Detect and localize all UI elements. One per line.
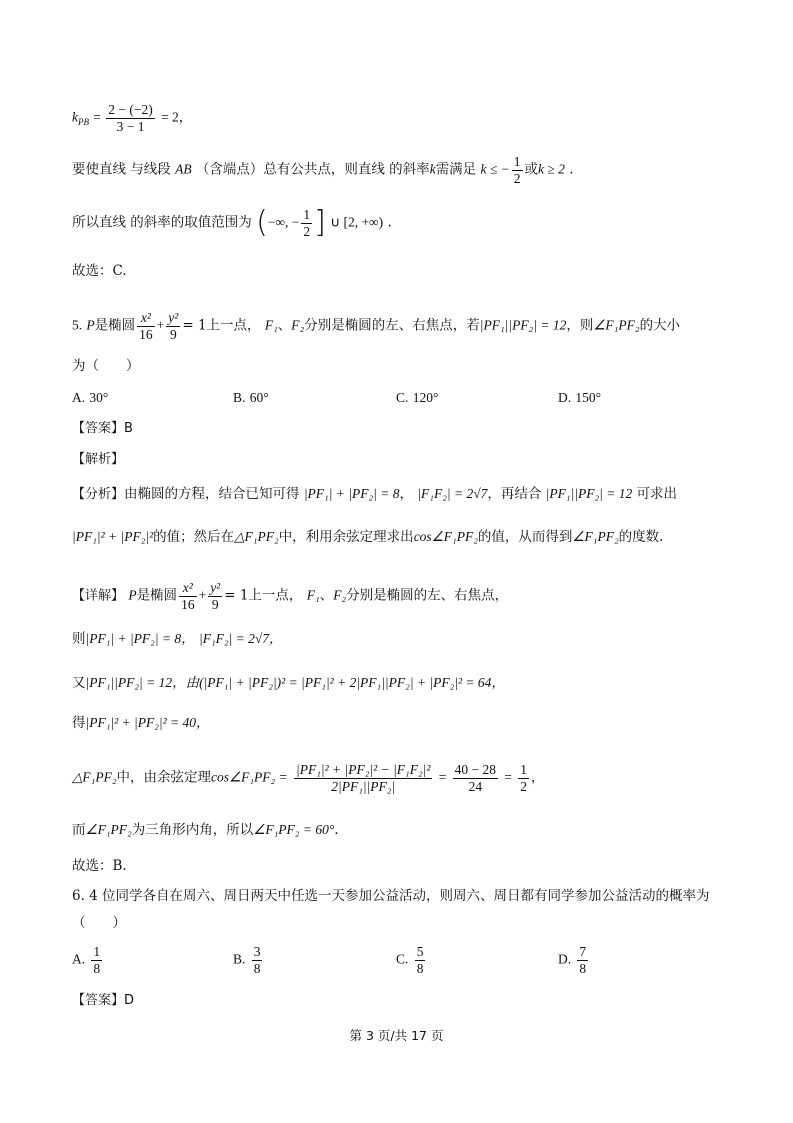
q6-option-c[interactable]	[396, 944, 427, 976]
detail-er-angle: ∠F₁PF₂	[85, 822, 132, 837]
range-open-paren: (	[256, 205, 268, 241]
detail-ellipse-term2	[208, 580, 222, 612]
option-value: 30°	[89, 390, 109, 405]
q5-final-answer	[72, 860, 127, 874]
option-fraction	[577, 944, 588, 976]
analysis-angle: ∠F₁PF₂	[572, 529, 619, 544]
detail-e-num1: x²	[179, 580, 197, 597]
option-label: B.	[233, 951, 246, 967]
slope-range-line	[72, 207, 392, 239]
option-label: B.	[233, 390, 246, 405]
detail-sep: 、	[319, 587, 334, 604]
option-fraction	[91, 944, 102, 976]
q6-paren: （ ）	[72, 915, 126, 931]
q5-p: P	[86, 317, 95, 333]
option-value: 120°	[412, 390, 439, 405]
q5-plus: +	[156, 317, 165, 333]
q5-e-num1: x²	[137, 310, 155, 327]
question-6-paren	[72, 917, 126, 931]
detail-e-den1: 16	[181, 596, 195, 612]
option-fraction	[252, 944, 263, 976]
q5-option-a[interactable]	[72, 390, 108, 406]
q5-f1: F₁	[264, 317, 278, 333]
detail-tag: 【详解】	[72, 588, 125, 604]
cos-fraction-3	[518, 762, 529, 794]
option-label: A.	[72, 390, 86, 405]
req-half-den: 2	[513, 170, 521, 186]
analysis-squares: |PF₁|² + |PF₂|²	[72, 529, 154, 544]
q5-e-den1: 16	[139, 326, 153, 342]
option-value: 60°	[249, 390, 269, 405]
q5-e-tail: = 1上一点，	[182, 317, 261, 334]
detail-plus: +	[198, 587, 207, 603]
detail-you: 又	[72, 675, 86, 691]
q5-detail-line-6	[72, 823, 339, 838]
q5-line2: 为（ ）	[72, 358, 140, 374]
q5-sep: 、	[277, 317, 292, 334]
cos-den3: 2	[520, 778, 527, 794]
analysis-text-2: ，再结合	[487, 486, 542, 502]
slope-symbol: k	[72, 109, 78, 125]
q5-analysis-line-2	[72, 530, 663, 545]
q6-answer	[72, 994, 134, 1007]
fraction-den: 8	[253, 960, 261, 976]
detail-tail: = 1上一点，	[224, 587, 303, 604]
req-ineq1: k ≤ −	[480, 161, 510, 177]
q5-option-c[interactable]	[396, 390, 438, 406]
cos-triangle: △F₁PF₂	[72, 769, 117, 785]
analysis-comma: ，	[399, 486, 413, 502]
segment-ab: AB	[175, 161, 192, 177]
q5-ellipse-term2	[166, 310, 180, 342]
slope-fraction	[106, 102, 154, 134]
answer-4: 故选：C.	[72, 263, 127, 279]
question-6-line	[72, 890, 710, 904]
range-text: 所以直线 的斜率的取值范围为	[72, 214, 252, 231]
req-half-num: 1	[513, 154, 521, 169]
q5-prod: |PF₁||PF₂| = 12	[479, 317, 567, 333]
analysis-text-7: 的度数.	[618, 529, 664, 545]
slope-requirement-line	[72, 154, 574, 186]
slope-denominator: 3 − 1	[116, 118, 145, 134]
analysis-sum: |PF₁| + |PF₂| = 8	[303, 486, 400, 501]
question-5-line	[72, 310, 680, 342]
range-half	[301, 207, 312, 239]
q5-answer-text: 【答案】B	[72, 421, 133, 436]
detail-ze-expr: |PF₁| + |PF₂| = 8，	[85, 631, 195, 646]
req-ineq2: k ≥ 2	[538, 161, 565, 177]
analysis-tag: 【分析】	[72, 487, 125, 502]
q5-option-d[interactable]	[558, 390, 601, 406]
analysis-f1f2: |F₁F₂| = 2√7	[417, 486, 488, 501]
analysis-text-6: 的值，从而得到	[477, 529, 573, 545]
detail-you-prod: |PF₁||PF₂| = 12，由	[85, 675, 200, 690]
q5-angle: ∠F₁PF₂	[593, 317, 640, 333]
detail-de-expr: |PF₁|² + |PF₂|² = 40，	[85, 715, 210, 730]
q5-then: ，则	[566, 317, 594, 334]
q5-jiexi	[72, 453, 124, 466]
detail-e-num2: y²	[210, 580, 221, 595]
cos-mid: 中，由余弦定理	[116, 769, 212, 786]
cos-eq: =	[438, 769, 447, 785]
q6-option-d[interactable]	[558, 944, 590, 976]
detail-er-end: .	[334, 822, 339, 838]
slope-subscript: PB	[78, 117, 89, 128]
detail-er-result: ∠F₁PF₂ = 60°	[253, 822, 335, 837]
option-label: D.	[558, 951, 572, 967]
range-a: −∞, −	[267, 214, 300, 230]
cos-fraction-2	[453, 762, 498, 794]
option-label: D.	[558, 390, 572, 405]
cos-lhs: cos∠F₁PF₂ =	[211, 769, 288, 785]
range-half-den: 2	[303, 223, 311, 239]
option-label: C.	[396, 951, 409, 967]
detail-ellipse-term1	[179, 580, 197, 612]
cos-num: |PF₁|² + |PF₂|² − |F₁F₂|²	[296, 762, 431, 777]
q5-jiexi-text: 【解析】	[72, 452, 125, 467]
q5-answer	[72, 422, 133, 435]
option-label: C.	[396, 390, 409, 405]
option-value: 150°	[575, 390, 602, 405]
option-label: A.	[72, 951, 86, 967]
detail-de: 得	[72, 715, 86, 731]
fraction-num: 3	[253, 944, 261, 959]
fraction-num: 1	[93, 944, 101, 959]
detail-e-den2: 9	[211, 596, 219, 612]
q5-detail-line-3	[72, 676, 505, 691]
q6-option-b[interactable]	[233, 944, 264, 976]
cos-end: ，	[530, 769, 545, 786]
q5-e-den2: 9	[169, 326, 177, 342]
detail-text-1: 是椭圆	[136, 587, 178, 604]
q5-foci: 分别是椭圆的左、右焦点，若	[304, 317, 480, 334]
req-end: .	[569, 161, 574, 178]
analysis-text-1: 由椭圆的方程，结合已知可得	[124, 486, 300, 502]
q5-e-num2: y²	[168, 310, 179, 325]
q6-option-a[interactable]	[72, 944, 104, 976]
option-fraction	[415, 944, 426, 976]
fraction-den: 8	[416, 960, 424, 976]
range-b: ∪ [2, +∞)	[330, 214, 384, 230]
q5-size: 的大小	[639, 317, 681, 334]
req-text: 要使直线 与线段	[72, 161, 171, 178]
slope-pb-line: $k_{PB}$ = $\frac{2 - (-2)}{3 - 1}$ = 2，	[72, 102, 193, 134]
cos-num3: 1	[520, 762, 527, 777]
analysis-cos: cos∠F₁PF₂	[413, 529, 478, 544]
req-need: 需满足	[435, 161, 477, 178]
q5-detail-line-2	[72, 632, 283, 647]
slope-numerator: 2 − (−2)	[108, 102, 153, 117]
fraction-den: 8	[579, 960, 587, 976]
detail-foci: 分别是椭圆的左、右焦点，	[346, 587, 509, 604]
q5-choose: 故选：B.	[72, 858, 127, 874]
analysis-prod: |PF₁||PF₂| = 12	[545, 486, 633, 501]
cos-num2: 40 − 28	[454, 762, 497, 777]
analysis-triangle: △F₁PF₂	[234, 529, 279, 544]
q5-number: 5.	[72, 317, 83, 333]
slope-result: = 2，	[161, 109, 193, 125]
q6-text: 6. 4 位同学各自在周六、周日两天中任选一天参加公益活动，则周六、周日都有同学参加公益活动的概率为	[72, 888, 710, 904]
detail-f2: F₂	[333, 587, 347, 603]
q5-ellipse-term1	[137, 310, 155, 342]
detail-you-expr: (|PF₁| + |PF₂|)² = |PF₁|² + 2|PF₁||PF₂| + |PF₂|² = 64，	[199, 675, 505, 690]
answer-4-line	[72, 265, 127, 279]
range-close-bracket: ]	[314, 205, 326, 241]
fraction-num: 5	[416, 944, 424, 959]
q5-analysis-line-1	[72, 487, 677, 502]
question-5-line-2	[72, 360, 140, 374]
detail-f1: F₁	[306, 587, 320, 603]
req-mid: （含端点）总有公共点，则直线 的斜率	[195, 161, 430, 178]
q5-detail-line-4	[72, 716, 210, 731]
detail-p: P	[128, 587, 137, 603]
req-half	[512, 154, 523, 186]
q5-is-on: 是椭圆	[94, 317, 136, 334]
analysis-text-3: 可求出	[636, 486, 678, 502]
detail-er: 而	[72, 822, 86, 838]
fraction-num: 7	[579, 944, 587, 959]
cos-den: 2|PF₁||PF₂|	[331, 778, 396, 794]
q5-detail-line-5	[72, 762, 544, 794]
range-end: .	[387, 214, 392, 231]
q5-f2: F₂	[291, 317, 305, 333]
fraction-den: 8	[93, 960, 101, 976]
analysis-text-4: 的值；然后在	[153, 529, 235, 545]
req-or: 或	[524, 161, 538, 178]
cos-eq2: =	[504, 769, 512, 785]
detail-ze: 则	[72, 631, 86, 647]
cos-fraction-1	[294, 762, 432, 794]
q5-detail-line-1	[72, 580, 508, 612]
q6-answer-text: 【答案】D	[72, 993, 135, 1008]
range-half-num: 1	[303, 207, 311, 222]
analysis-text-5: 中，利用余弦定理求出	[278, 529, 414, 545]
cos-den2: 24	[468, 778, 483, 794]
detail-er-2: 为三角形内角，所以	[131, 822, 254, 838]
q5-option-b[interactable]	[233, 390, 269, 406]
page-footer: 第 3 页/共 17 页	[349, 1028, 444, 1043]
req-k: k	[429, 161, 436, 177]
detail-ze-expr2: |F₁F₂| = 2√7，	[198, 631, 283, 646]
